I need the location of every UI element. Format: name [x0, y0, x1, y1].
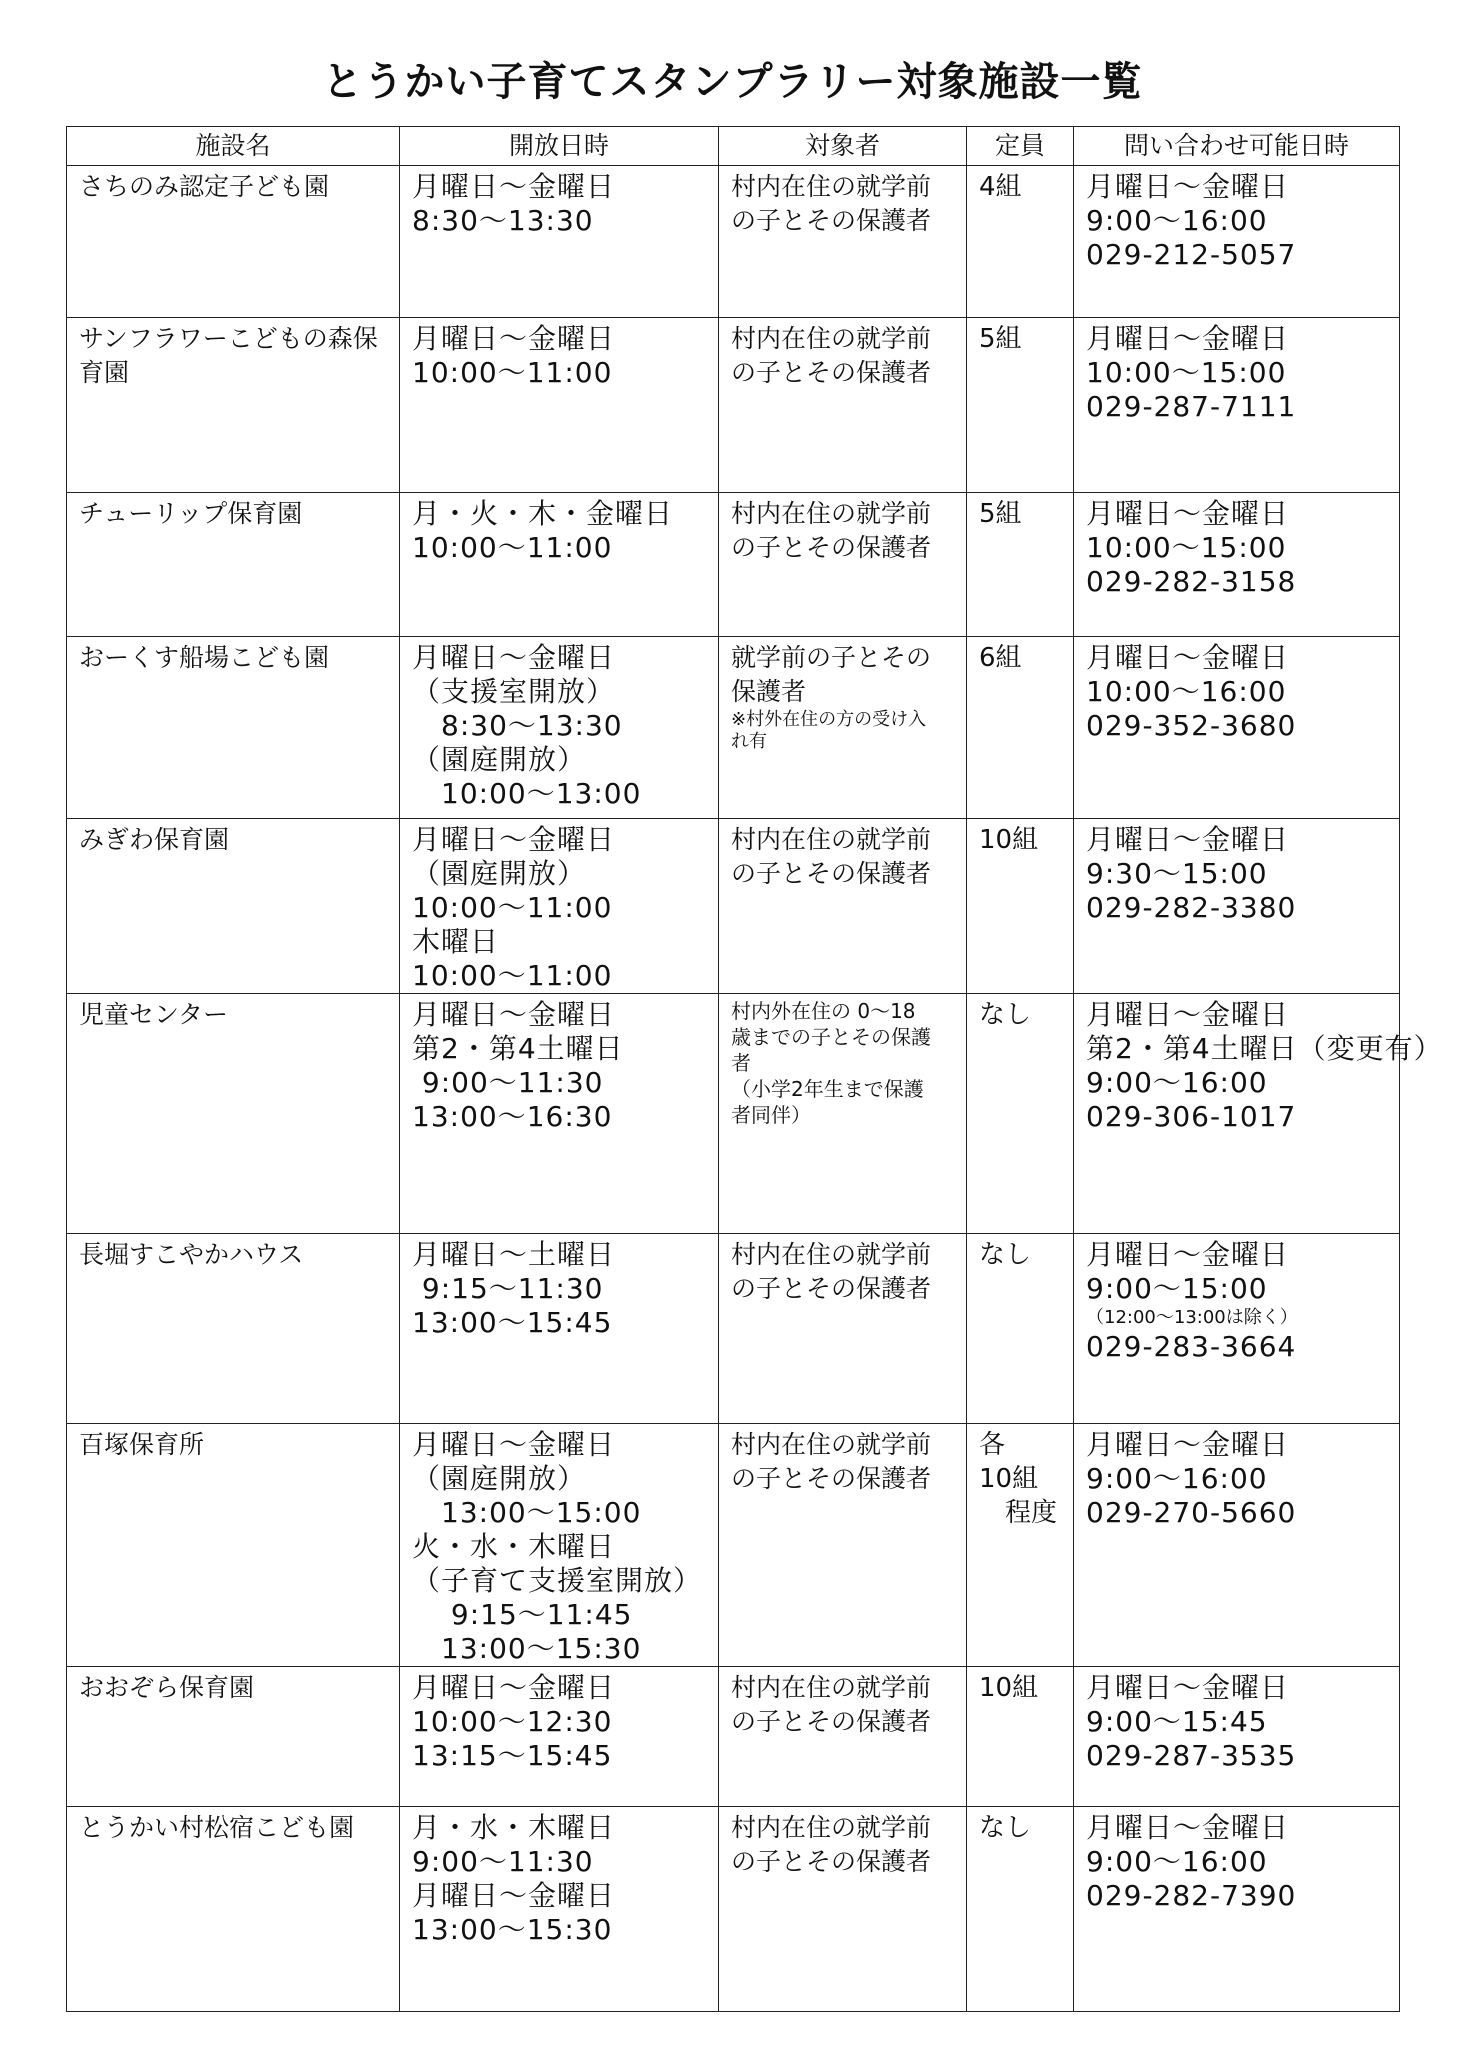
- contact-hours: [1074, 166, 1399, 272]
- contact-note: （12:00～13:00は除く）: [1086, 1307, 1298, 1328]
- target-audience: [719, 166, 966, 238]
- contact-text: 月曜日～金曜日 第2・第4土曜日（変更有） 9:00～16:00 029-306-1017: [1086, 998, 1443, 1133]
- contact-cell: [1074, 318, 1400, 493]
- capacity-cell: [967, 994, 1074, 1234]
- target-audience: [719, 1807, 966, 1879]
- contact-text: 月曜日～金曜日 9:00～16:00 029-282-7390: [1086, 1811, 1297, 1912]
- table-row: [67, 994, 1400, 1234]
- header-contact: 問い合わせ可能日時: [1074, 127, 1400, 166]
- target-audience: [719, 493, 966, 565]
- target-note: ※村外在住の方の受け入 れ有: [731, 709, 927, 752]
- open-hours: 月曜日～金曜日 10:00～11:00: [412, 322, 616, 389]
- contact-hours: [1074, 1807, 1399, 1913]
- target-audience: [719, 1424, 966, 1496]
- table-row: [67, 493, 1400, 637]
- contact-hours: [1074, 493, 1399, 599]
- contact-text: 月曜日～金曜日 9:00～15:00: [1086, 1238, 1290, 1305]
- capacity: 6組: [979, 643, 1022, 673]
- capacity-cell: [967, 1424, 1074, 1667]
- contact-cell: [1074, 1667, 1400, 1807]
- capacity: なし: [979, 1813, 1032, 1843]
- target-text: 村内在住の就学前 の子とその保護者: [731, 1430, 932, 1493]
- target-text: 村内在住の就学前 の子とその保護者: [731, 825, 932, 888]
- contact-phone: 029-283-3664: [1086, 1330, 1297, 1363]
- capacity: 5組: [979, 499, 1022, 529]
- target-text: 村内在住の就学前 の子とその保護者: [731, 1813, 932, 1876]
- page-title: とうかい子育てスタンプラリー対象施設一覧: [322, 59, 1143, 105]
- facility-name-cell: [67, 166, 400, 318]
- open-hours-cell: [400, 1234, 719, 1424]
- facility-name: 長堀すこやかハウス: [79, 1240, 304, 1269]
- target-audience: [719, 819, 966, 891]
- target-cell: [719, 1424, 967, 1667]
- facility-name-cell: [67, 1807, 400, 2012]
- target-cell: [719, 1234, 967, 1424]
- target-cell: [719, 994, 967, 1234]
- capacity-cell: [967, 166, 1074, 318]
- table-row: [67, 1424, 1400, 1667]
- facility-name: とうかい村松宿こども園: [79, 1813, 355, 1842]
- open-hours: 月曜日～金曜日 8:30～13:30: [412, 170, 616, 237]
- capacity: 各 10組 程度: [979, 1430, 1058, 1528]
- target-audience: [719, 637, 966, 753]
- facility-name-cell: [67, 493, 400, 637]
- open-hours-cell: [400, 1667, 719, 1807]
- table-row: [67, 1667, 1400, 1807]
- table-row: [67, 318, 1400, 493]
- target-audience: [719, 994, 966, 1128]
- contact-hours: [1074, 819, 1399, 925]
- facility-name: さちのみ認定子ども園: [79, 172, 330, 201]
- target-cell: [719, 637, 967, 819]
- header-hours: 開放日時: [400, 127, 719, 166]
- open-hours-cell: [400, 166, 719, 318]
- facility-name: チューリップ保育園: [79, 499, 303, 528]
- open-hours: 月・水・木曜日 9:00～11:30 月曜日～金曜日 13:00～15:30: [412, 1811, 616, 1946]
- target-text: 村内在住の就学前 の子とその保護者: [731, 172, 932, 235]
- contact-text: 月曜日～金曜日 9:00～16:00 029-270-5660: [1086, 1428, 1297, 1529]
- open-hours-cell: [400, 819, 719, 994]
- target-text: 村内在住の就学前 の子とその保護者: [731, 499, 932, 562]
- contact-text: 月曜日～金曜日 9:00～16:00 029-212-5057: [1086, 170, 1297, 271]
- contact-cell: [1074, 819, 1400, 994]
- capacity-cell: [967, 318, 1074, 493]
- open-hours: 月曜日～金曜日 10:00～12:30 13:15～15:45: [412, 1671, 616, 1772]
- facility-name-cell: [67, 1667, 400, 1807]
- contact-cell: [1074, 493, 1400, 637]
- capacity-cell: [967, 493, 1074, 637]
- capacity-cell: [967, 637, 1074, 819]
- facility-name: サンフラワーこどもの森保 育園: [79, 324, 378, 387]
- target-cell: [719, 318, 967, 493]
- contact-hours: [1074, 1667, 1399, 1773]
- open-hours: 月曜日～金曜日 （園庭開放） 10:00～11:00 木曜日 10:00～11:00: [412, 823, 616, 992]
- header-name: 施設名: [67, 127, 400, 166]
- target-cell: [719, 1667, 967, 1807]
- target-audience: [719, 318, 966, 390]
- contact-text: 月曜日～金曜日 9:00～15:45 029-287-3535: [1086, 1671, 1297, 1772]
- capacity-cell: [967, 1807, 1074, 2012]
- open-hours-cell: [400, 1424, 719, 1667]
- open-hours-cell: [400, 318, 719, 493]
- open-hours-cell: [400, 994, 719, 1234]
- open-hours: 月曜日～金曜日 （園庭開放） 13:00～15:00 火・水・木曜日 （子育て支援室開放） 9:15～11:45 13:00～15:30: [412, 1428, 703, 1665]
- open-hours: 月曜日～金曜日 （支援室開放） 8:30～13:30 （園庭開放） 10:00～13:00: [412, 641, 642, 810]
- capacity-cell: [967, 1667, 1074, 1807]
- target-audience: [719, 1234, 966, 1306]
- open-hours: 月・火・木・金曜日 10:00～11:00: [412, 497, 674, 564]
- contact-cell: [1074, 994, 1443, 1234]
- facility-name: 百塚保育所: [79, 1430, 205, 1459]
- contact-cell: [1074, 1424, 1400, 1667]
- table-header-row: [67, 127, 1400, 166]
- target-text: 村内在住の就学前 の子とその保護者: [731, 324, 932, 387]
- facility-name-cell: [67, 318, 400, 493]
- facility-name: みぎわ保育園: [79, 825, 230, 854]
- contact-cell: [1074, 166, 1400, 318]
- target-text: 就学前の子とその 保護者: [731, 643, 932, 706]
- table-row: [67, 819, 1400, 994]
- header-target: 対象者: [719, 127, 967, 166]
- target-audience: [719, 1667, 966, 1739]
- target-cell: [719, 166, 967, 318]
- open-hours-cell: [400, 1807, 719, 2012]
- target-text: 村内在住の就学前 の子とその保護者: [731, 1240, 932, 1303]
- contact-hours: [1074, 637, 1399, 743]
- capacity-cell: [967, 1234, 1074, 1424]
- open-hours-cell: [400, 637, 719, 819]
- contact-cell: [1074, 1234, 1400, 1424]
- contact-cell: [1074, 1807, 1400, 2012]
- open-hours: 月曜日～土曜日 9:15～11:30 13:00～15:45: [412, 1238, 616, 1339]
- target-text: 村内外在住の 0～18 歳までの子とその保護 者 （小学2年生まで保護 者同伴）: [731, 999, 931, 1127]
- table-row: [67, 637, 1400, 819]
- contact-text: 月曜日～金曜日 10:00～15:00 029-287-7111: [1086, 322, 1297, 423]
- facility-name: 児童センター: [79, 1000, 229, 1029]
- capacity: 5組: [979, 324, 1022, 354]
- contact-text: 月曜日～金曜日 9:30～15:00 029-282-3380: [1086, 823, 1297, 924]
- capacity-cell: [967, 819, 1074, 994]
- capacity: なし: [979, 1240, 1032, 1270]
- facility-name-cell: [67, 1234, 400, 1424]
- table-row: [67, 166, 1400, 318]
- facility-name-cell: [67, 819, 400, 994]
- capacity: 4組: [979, 172, 1022, 202]
- target-cell: [719, 819, 967, 994]
- target-cell: [719, 1807, 967, 2012]
- facility-name: おおぞら保育園: [79, 1673, 255, 1702]
- capacity: 10組: [979, 825, 1039, 855]
- facility-name: おーくす船場こども園: [79, 643, 330, 672]
- facility-name-cell: [67, 994, 400, 1234]
- contact-hours: [1074, 1424, 1399, 1530]
- facility-table: [66, 126, 1443, 2012]
- table-row: [67, 1807, 1400, 2012]
- facility-name-cell: [67, 1424, 400, 1667]
- open-hours-cell: [400, 493, 719, 637]
- contact-cell: [1074, 637, 1400, 819]
- capacity: 10組: [979, 1673, 1039, 1703]
- facility-name-cell: [67, 637, 400, 819]
- contact-hours: [1074, 1234, 1399, 1364]
- target-text: 村内在住の就学前 の子とその保護者: [731, 1673, 932, 1736]
- capacity: なし: [979, 1000, 1032, 1030]
- contact-hours: [1074, 318, 1399, 424]
- table-row: [67, 1234, 1400, 1424]
- open-hours: 月曜日～金曜日 第2・第4土曜日 9:00～11:30 13:00～16:30: [412, 998, 624, 1133]
- contact-text: 月曜日～金曜日 10:00～15:00 029-282-3158: [1086, 497, 1297, 598]
- target-cell: [719, 493, 967, 637]
- header-capacity: 定員: [967, 127, 1074, 166]
- contact-hours: [1074, 994, 1443, 1134]
- contact-text: 月曜日～金曜日 10:00～16:00 029-352-3680: [1086, 641, 1297, 742]
